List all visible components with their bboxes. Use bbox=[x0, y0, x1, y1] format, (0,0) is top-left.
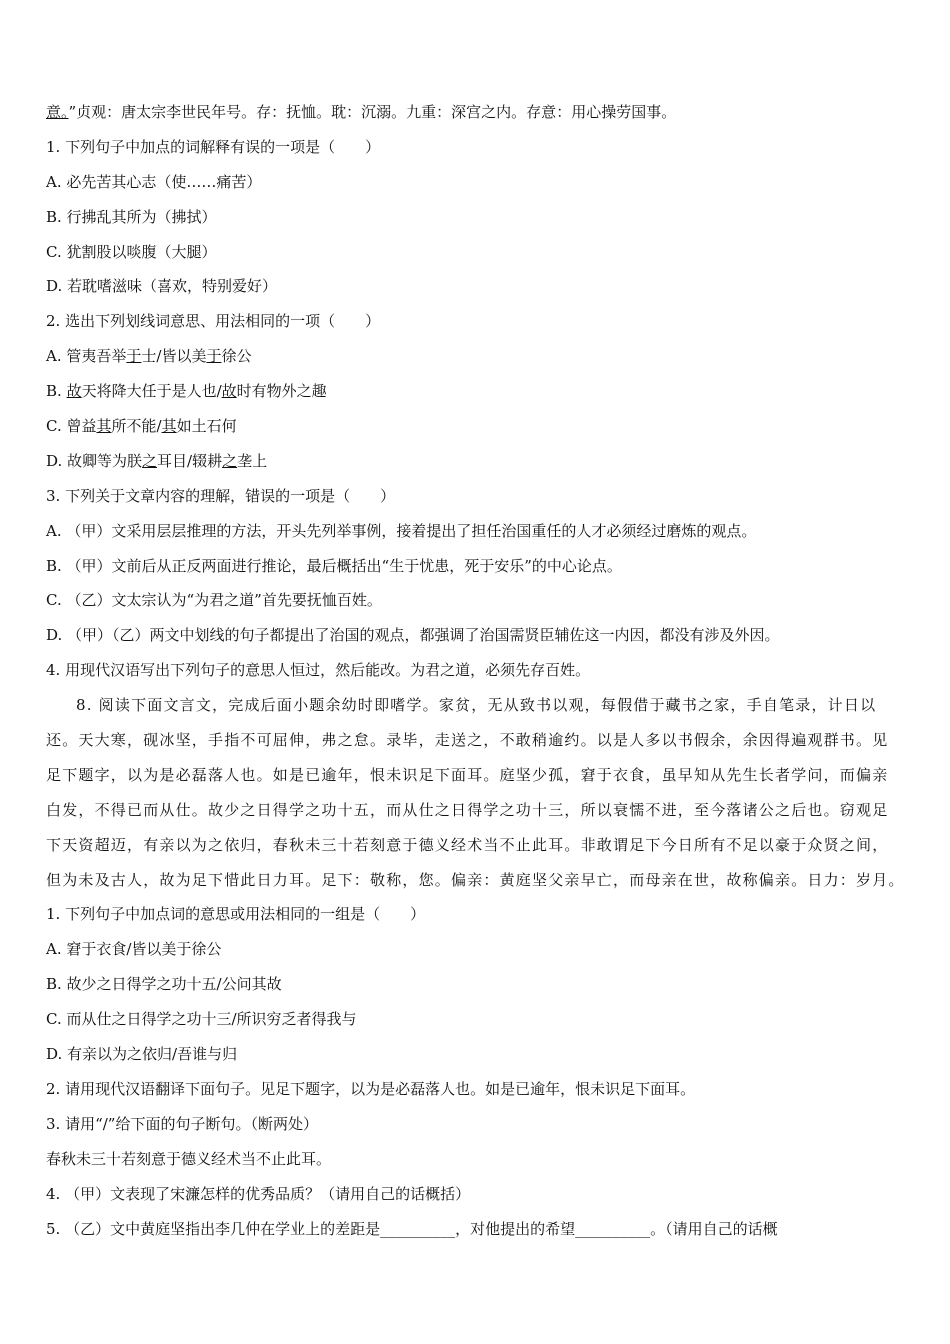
q2-option-c: C. 曾益其所不能/其如土石何 bbox=[46, 417, 237, 436]
question-2: 2. 请用现代汉语翻译下面句子。见足下题字，以为是必磊落人也。如是已逾年，恨未识足下面耳。 bbox=[46, 1079, 696, 1098]
passage-line: 白发，不得已而从仕。故少之日得学之功十五，而从仕之日得学之功十三，所以衰懦不进，至今落诸公之后也。窃观足 bbox=[46, 800, 889, 819]
option-d: D. 若耽嗜滋味（喜欢，特别爱好） bbox=[46, 277, 278, 296]
option-c: C. （乙）文太宗认为“为君之道”首先要抚恤百姓。 bbox=[46, 591, 382, 610]
question-1-stem: 1. 下列句子中加点词的意思或用法相同的一组是（ ） bbox=[46, 905, 426, 924]
question-2-stem: 2. 选出下列划线词意思、用法相同的一项（ ） bbox=[46, 312, 381, 331]
option-d: D. （甲）（乙）两文中划线的句子都提出了治国的观点，都强调了治国需贤臣辅佐这一内因，都没有涉及外因。 bbox=[46, 626, 780, 645]
option-c: C. 犹割股以啖腹（大腿） bbox=[46, 242, 217, 261]
question-5: 5. （乙）文中黄庭坚指出李几仲在学业上的差距是__________，对他提出的希望__________。（请用自己的话概 bbox=[46, 1219, 778, 1238]
question-4: 4. （甲）文表现了宋濂怎样的优秀品质？（请用自己的话概括） bbox=[46, 1184, 471, 1203]
q2-option-b: B. 故天将降大任于是人也/故时有物外之趣 bbox=[46, 382, 327, 401]
passage-line: 8. 阅读下面文言文，完成后面小题余幼时即嗜学。家贫，无从致书以观，每假借于藏书之家，手自笔录，计日以 bbox=[76, 696, 877, 715]
question-3: 3. 请用“/”给下面的句子断句。（断两处） bbox=[46, 1114, 318, 1133]
option-a: A. （甲）文采用层层推理的方法，开头先列举事例，接着提出了担任治国重任的人才必须经过磨炼的观点。 bbox=[46, 521, 757, 540]
option-d: D. 有亲以为之依归/吾谁与归 bbox=[46, 1045, 238, 1064]
option-c: C. 而从仕之日得学之功十三/所识穷乏者得我与 bbox=[46, 1010, 357, 1029]
option-b: B. 故少之日得学之功十五/公问其故 bbox=[46, 975, 282, 994]
question-1-stem: 1. 下列句子中加点的词解释有误的一项是（ ） bbox=[46, 137, 381, 156]
q2-option-a: A. 管夷吾举于士/皆以美于徐公 bbox=[46, 347, 252, 366]
q2-option-d: D. 故卿等为朕之耳目/辍耕之垄上 bbox=[46, 451, 268, 470]
passage-line: 但为未及古人，故为足下惜此日力耳。足下：敬称，您。偏亲：黄庭坚父亲早亡，而母亲在世，故称偏亲。日力：岁月。 bbox=[46, 870, 905, 889]
answer-blank-2: __________ bbox=[575, 1219, 651, 1238]
question-3-sentence: 春秋未三十若刻意于德义经术当不止此耳。 bbox=[46, 1149, 332, 1168]
option-b: B. 行拂乱其所为（拂拭） bbox=[46, 207, 217, 226]
question-4: 4. 用现代汉语写出下列句子的意思人恒过，然后能改。为君之道，必须先存百姓。 bbox=[46, 661, 591, 680]
option-a: A. 必先苦其心志（使……痛苦） bbox=[46, 172, 262, 191]
document-page bbox=[46, 95, 916, 1246]
passage-line: 还。天大寒，砚冰坚，手指不可屈伸，弗之怠。录毕，走送之，不敢稍逾约。以是人多以书假余，余因得遍观群书。见 bbox=[46, 731, 889, 750]
answer-blank-1: __________ bbox=[380, 1219, 456, 1238]
option-b: B. （甲）文前后从正反两面进行推论，最后概括出“生于忧患，死于安乐”的中心论点。 bbox=[46, 556, 622, 575]
text-line: 意。”贞观：唐太宗李世民年号。存：抚恤。耽：沉溺。九重：深宫之内。存意：用心操劳国事。 bbox=[46, 103, 677, 121]
passage-line: 足下题字，以为是必磊落人也。如是已逾年，恨未识足下面耳。庭坚少孤，窘于衣食，虽早知从先生长者学问，而偏亲 bbox=[46, 765, 889, 784]
option-a: A. 窘于衣食/皆以美于徐公 bbox=[46, 940, 222, 959]
question-3-stem: 3. 下列关于文章内容的理解，错误的一项是（ ） bbox=[46, 486, 396, 505]
passage-line: 下天资超迈，有亲以为之依归，春秋未三十若刻意于德义经术当不止此耳。非敢谓足下今日所有不足以豪于众贤之间， bbox=[46, 835, 889, 854]
